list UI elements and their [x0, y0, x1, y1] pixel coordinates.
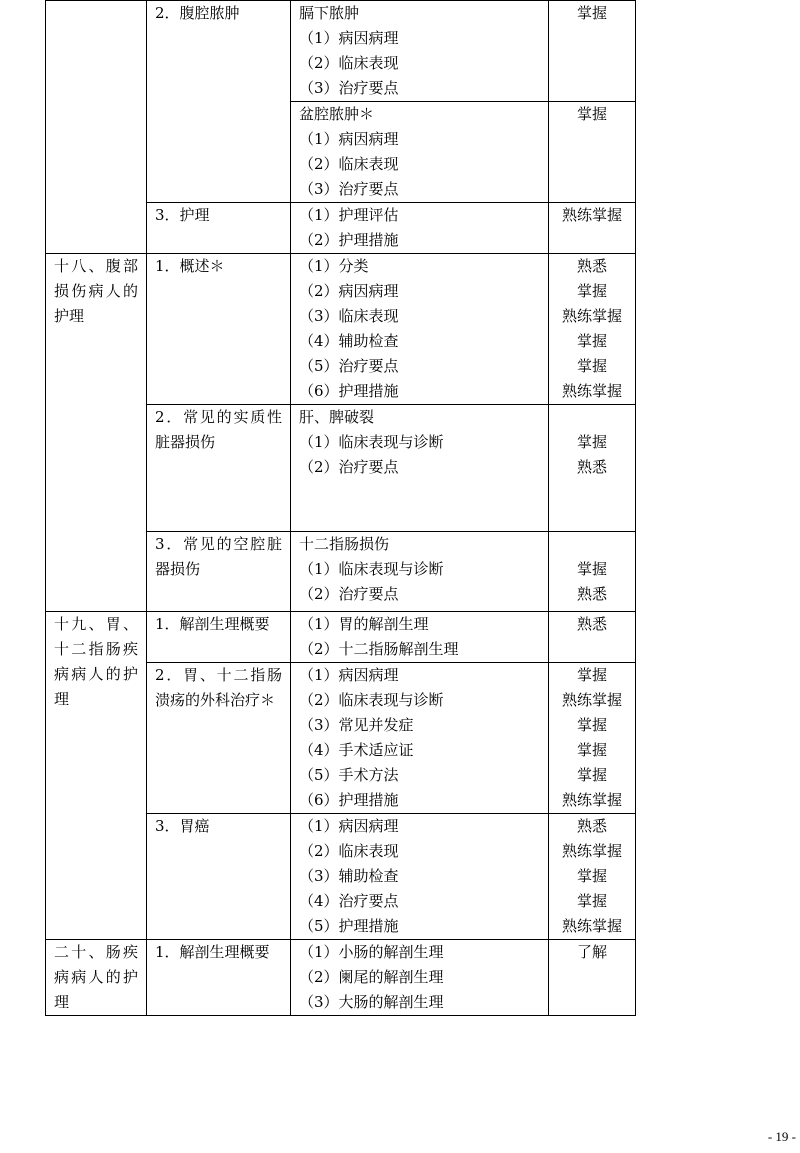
level-cell: [549, 814, 636, 940]
level-label: 掌握: [576, 560, 607, 578]
content-cell: [291, 405, 549, 532]
content-cell: [291, 532, 549, 612]
level-label: 掌握: [576, 105, 607, 123]
content-line: （2）病因病理: [299, 282, 399, 300]
level-label: 掌握: [576, 766, 607, 784]
level-label: 熟悉: [576, 615, 607, 633]
level-label: 掌握: [576, 357, 607, 375]
level-label: 掌握: [576, 666, 607, 684]
content-cell: [291, 203, 549, 254]
level-cell: [549, 102, 636, 203]
level-label: 掌握: [576, 716, 607, 734]
table-row: [46, 612, 636, 663]
level-cell: [549, 405, 636, 532]
level-label: 掌握: [576, 4, 607, 22]
content-cell: [291, 1, 549, 102]
page-number: - 19 -: [767, 1129, 796, 1144]
content-cell: [291, 663, 549, 814]
content-line: （2）十二指肠解剖生理: [299, 640, 459, 658]
unit-label: 十九、胃、十二指肠疾病病人的护理: [54, 615, 138, 708]
level-cell: [549, 1, 636, 102]
content-line: （2）临床表现: [299, 842, 399, 860]
content-line: （4）治疗要点: [299, 892, 399, 910]
level-label: 熟练掌握: [561, 691, 622, 709]
level-cell: [549, 532, 636, 612]
item-cell: [147, 940, 291, 1016]
unit-label: 二十、肠疾病病人的护理: [54, 943, 138, 1011]
level-label: 熟练掌握: [561, 206, 622, 224]
content-line: （5）治疗要点: [299, 357, 399, 375]
content-line: （3）治疗要点: [299, 79, 399, 97]
item-label: 2．常见的实质性脏器损伤: [155, 408, 282, 451]
content-line: （3）常见并发症: [299, 716, 414, 734]
level-cell: [549, 940, 636, 1016]
content-line: （1）胃的解剖生理: [299, 615, 429, 633]
level-label: 熟练掌握: [561, 917, 622, 935]
content-line: （2）治疗要点: [299, 458, 399, 476]
item-cell: [147, 532, 291, 612]
level-label: 掌握: [576, 867, 607, 885]
level-label: 熟练掌握: [561, 842, 622, 860]
content-line: （2）阑尾的解剖生理: [299, 968, 444, 986]
level-label: 掌握: [576, 282, 607, 300]
item-cell: [147, 254, 291, 405]
content-line: （1）临床表现与诊断: [299, 560, 444, 578]
level-label: 熟悉: [576, 458, 607, 476]
content-line: （1）病因病理: [299, 130, 399, 148]
level-label: 熟练掌握: [561, 382, 622, 400]
content-line: 膈下脓肿: [299, 4, 360, 22]
content-line: 十二指肠损伤: [299, 535, 390, 553]
item-cell: [147, 1, 291, 203]
content-line: （3）临床表现: [299, 307, 399, 325]
content-line: （2）临床表现与诊断: [299, 691, 444, 709]
item-cell: [147, 663, 291, 814]
item-label: 2．胃、十二指肠溃疡的外科治疗＊: [155, 666, 282, 709]
level-label: 掌握: [576, 892, 607, 910]
content-cell: [291, 254, 549, 405]
unit-cell: [46, 254, 147, 612]
syllabus-table: [45, 0, 636, 1016]
level-cell: [549, 663, 636, 814]
content-line: （1）临床表现与诊断: [299, 433, 444, 451]
content-cell: [291, 940, 549, 1016]
content-line: （1）护理评估: [299, 206, 399, 224]
content-line: （4）手术适应证: [299, 741, 414, 759]
content-line: （3）治疗要点: [299, 180, 399, 198]
level-cell: [549, 254, 636, 405]
unit-cell: [46, 612, 147, 940]
item-label: 3．常见的空腔脏器损伤: [155, 535, 282, 578]
item-cell: [147, 814, 291, 940]
level-label: 掌握: [576, 741, 607, 759]
item-label: 2．腹腔脓肿: [155, 4, 240, 22]
level-label: 了解: [576, 943, 607, 961]
content-line: （3）大肠的解剖生理: [299, 993, 444, 1011]
content-line: （1）分类: [299, 257, 369, 275]
table-row: [46, 940, 636, 1016]
item-label: 3．胃癌: [155, 817, 210, 835]
level-label: 熟悉: [576, 257, 607, 275]
unit-label: 十八、腹部损伤病人的护理: [54, 257, 138, 325]
level-cell: [549, 203, 636, 254]
item-cell: [147, 612, 291, 663]
content-line: （4）辅助检查: [299, 332, 399, 350]
item-label: 1．解剖生理概要: [155, 615, 270, 633]
content-line: （2）护理措施: [299, 231, 399, 249]
unit-cell: [46, 1, 147, 254]
item-cell: [147, 405, 291, 532]
level-label: 熟练掌握: [561, 791, 622, 809]
content-line: （1）病因病理: [299, 817, 399, 835]
level-label: 掌握: [576, 332, 607, 350]
content-line: （2）临床表现: [299, 54, 399, 72]
content-line: （1）病因病理: [299, 666, 399, 684]
content-line: （3）辅助检查: [299, 867, 399, 885]
level-label: 熟练掌握: [561, 307, 622, 325]
item-label: 3．护理: [155, 206, 210, 224]
unit-cell: [46, 940, 147, 1016]
level-label: 掌握: [576, 433, 607, 451]
content-line: （6）护理措施: [299, 791, 399, 809]
level-label: 熟悉: [576, 817, 607, 835]
level-cell: [549, 612, 636, 663]
content-line: （1）病因病理: [299, 29, 399, 47]
content-line: （1）小肠的解剖生理: [299, 943, 444, 961]
content-cell: [291, 102, 549, 203]
level-label: 熟悉: [576, 585, 607, 603]
item-label: 1．解剖生理概要: [155, 943, 270, 961]
content-cell: [291, 814, 549, 940]
content-line: （5）护理措施: [299, 917, 399, 935]
content-cell: [291, 612, 549, 663]
content-line: （5）手术方法: [299, 766, 399, 784]
content-line: （2）临床表现: [299, 155, 399, 173]
item-cell: [147, 203, 291, 254]
table-row: [46, 1, 636, 102]
content-line: （2）治疗要点: [299, 585, 399, 603]
content-line: 肝、脾破裂: [299, 408, 375, 426]
table-row: [46, 254, 636, 405]
item-label: 1．概述＊: [155, 257, 225, 275]
content-line: 盆腔脓肿＊: [299, 105, 375, 123]
content-line: （6）护理措施: [299, 382, 399, 400]
